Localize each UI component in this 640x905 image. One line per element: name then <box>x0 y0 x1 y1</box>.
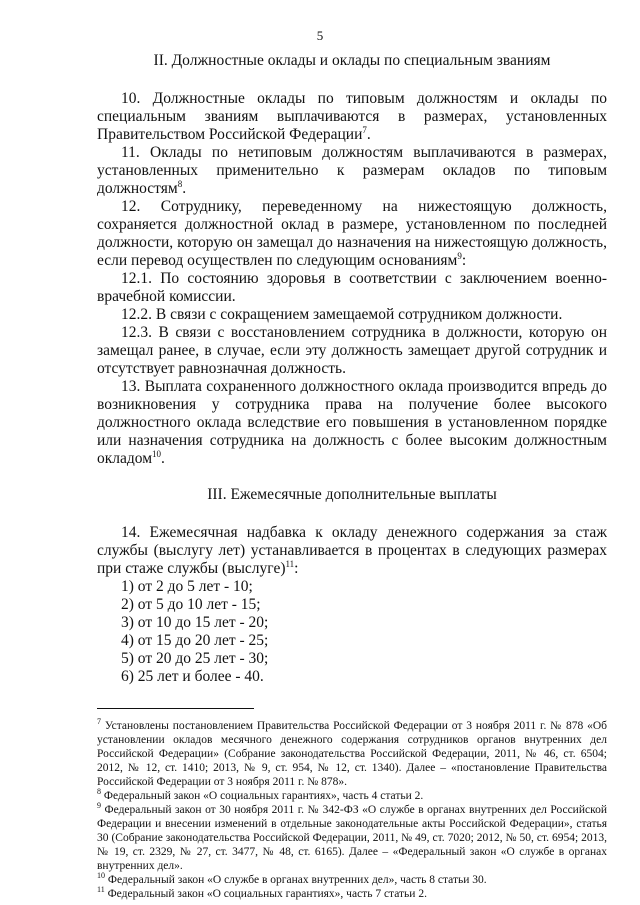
footnote-number: 10 <box>97 871 105 881</box>
paragraph-12-2: 12.2. В связи с сокращением замещаемой сотрудником должности. <box>121 306 563 323</box>
paragraph-10-text: 10. Должностные оклады по типовым должностям и оклады по специальным званиям выплачиваются в размерах, установленных Правительством Российской Федерации <box>97 90 607 143</box>
footnote-number: 11 <box>97 885 105 895</box>
footnote-ref-7: 7 <box>362 124 367 135</box>
footnote-11 <box>97 887 607 901</box>
footnote-number: 7 <box>97 717 101 727</box>
list-item: 3) от 10 до 15 лет - 20; <box>121 614 269 631</box>
section-2-heading: II. Должностные оклады и оклады по специальным званиям <box>153 52 551 69</box>
footnote-number: 9 <box>97 801 101 811</box>
footnote-ref-11: 11 <box>285 558 295 569</box>
paragraph-11-text: 11. Оклады по нетиповым должностям выплачиваются в размерах, установленных применительно к размерам окладов по типовым должностям <box>97 144 607 197</box>
footnote-8 <box>97 789 607 803</box>
paragraph-12-3: 12.3. В связи с восстановлением сотрудника в должности, которую он замещал ранее, в случае, если эту должность замещает другой сотрудник и отсутствует равнозначная должность. <box>97 324 607 377</box>
paragraph-14: 14. Ежемесячная надбавка к окладу денежного содержания за стаж службы (выслугу лет) устанавливается в процентах в следующих размерах при стаже службы (выслуге)$^{11}$: <box>97 524 607 577</box>
paragraph-14-text: 14. Ежемесячная надбавка к окладу денежного содержания за стаж службы (выслугу лет) устанавливается в процентах в следующих размерах при стаже службы (выслуге) <box>97 524 607 577</box>
footnote-text: Федеральный закон «О социальных гарантиях», часть 7 статьи 2. <box>107 888 427 900</box>
footnote-10 <box>97 873 607 887</box>
paragraph-12-text: 12. Сотруднику, переведенному на нижестоящую должность, сохраняется должностной оклад в размере, установленном по последней должности, которую он замещал до назначения на нижестоящую должность, если перевод осуществлен по следующим основаниям <box>97 198 607 269</box>
footnote-7 <box>97 719 607 789</box>
paragraph-10: 10. Должностные оклады по типовым должностям и оклады по специальным званиям выплачиваются в размерах, установленных Правительством Российской Федерации$^7$. <box>97 90 607 143</box>
paragraph-12-1: 12.1. По состоянию здоровья в соответствии с заключением военно-врачебной комиссии. <box>97 270 607 305</box>
paragraph-11: 11. Оклады по нетиповым должностям выплачиваются в размерах, установленных применительно к размерам окладов по типовым должностям$^8$. <box>97 144 607 197</box>
footnote-divider <box>97 708 254 709</box>
paragraph-13: 13. Выплата сохраненного должностного оклада производится впредь до возникновения у сотрудника права на получение более высокого должностного оклада вследствие его повышения в установленном порядке или назначения сотрудника на должность с более высоким должностным окладом$^{10}$. <box>97 378 607 467</box>
page-number: 5 <box>316 28 324 43</box>
footnote-number: 8 <box>97 787 101 797</box>
footnotes <box>97 719 607 901</box>
list-item: 1) от 2 до 5 лет - 10; <box>121 578 253 595</box>
footnote-text: Установлены постановлением Правительства Российской Федерации от 3 ноября 2011 г. № 878 «Об установлении окладов месячного денежного содержания сотрудников органов внутренних дел Российской Федерации» (Собрание законодательства Российской Федерации, 2011, № 46, ст. 6504; 2012, № 12, ст. 1410; 2013, № 9, ст. 954, № 12, ст. 1340). Далее – «постановление Правительства Российской Федерации от 3 ноября 2011 г. № 878». <box>97 720 607 788</box>
footnote-9 <box>97 803 607 873</box>
footnote-ref-8: 8 <box>177 178 183 189</box>
page-content <box>97 52 607 901</box>
footnote-text: Федеральный закон «О социальных гарантиях», часть 4 статьи 2. <box>103 790 424 802</box>
paragraph-13-text: 13. Выплата сохраненного должностного оклада производится впредь до возникновения у сотрудника права на получение более высокого должностного оклада вследствие его повышения в установленном порядке или назначения сотрудника на должность с более высоким должностным окладом <box>97 378 607 467</box>
seniority-list <box>97 578 607 686</box>
list-item: 2) от 5 до 10 лет - 15; <box>121 596 261 613</box>
footnote-text: Федеральный закон от 30 ноября 2011 г. № 342-ФЗ «О службе в органах внутренних дел Российской Федерации и внесении изменений в отдельные законодательные акты Российской Федерации», статья 30 (Собрание законодательства Российской Федерации, 2011, № 49, ст. 7020; 2012, № 50, ст. 6954; 2013, № 19, ст. 2329, № 27, ст. 3477, № 48, ст. 6165). Далее – «Федеральный закон «О службе в органах внутренних дел». <box>97 804 608 872</box>
paragraph-12: 12. Сотруднику, переведенному на нижестоящую должность, сохраняется должностной оклад в размере, установленном по последней должности, которую он замещал до назначения на нижестоящую должность, если перевод осуществлен по следующим основаниям$^9$: <box>97 198 607 269</box>
list-item: 6) 25 лет и более - 40. <box>121 668 264 685</box>
list-item: 4) от 15 до 20 лет - 25; <box>121 632 269 649</box>
section-3-heading: III. Ежемесячные дополнительные выплаты <box>207 486 497 503</box>
footnote-ref-10: 10 <box>152 448 162 459</box>
list-item: 5) от 20 до 25 лет - 30; <box>121 650 269 667</box>
footnote-ref-9: 9 <box>457 250 462 261</box>
footnote-text: Федеральный закон «О службе в органах внутренних дел», часть 8 статьи 30. <box>107 874 487 886</box>
